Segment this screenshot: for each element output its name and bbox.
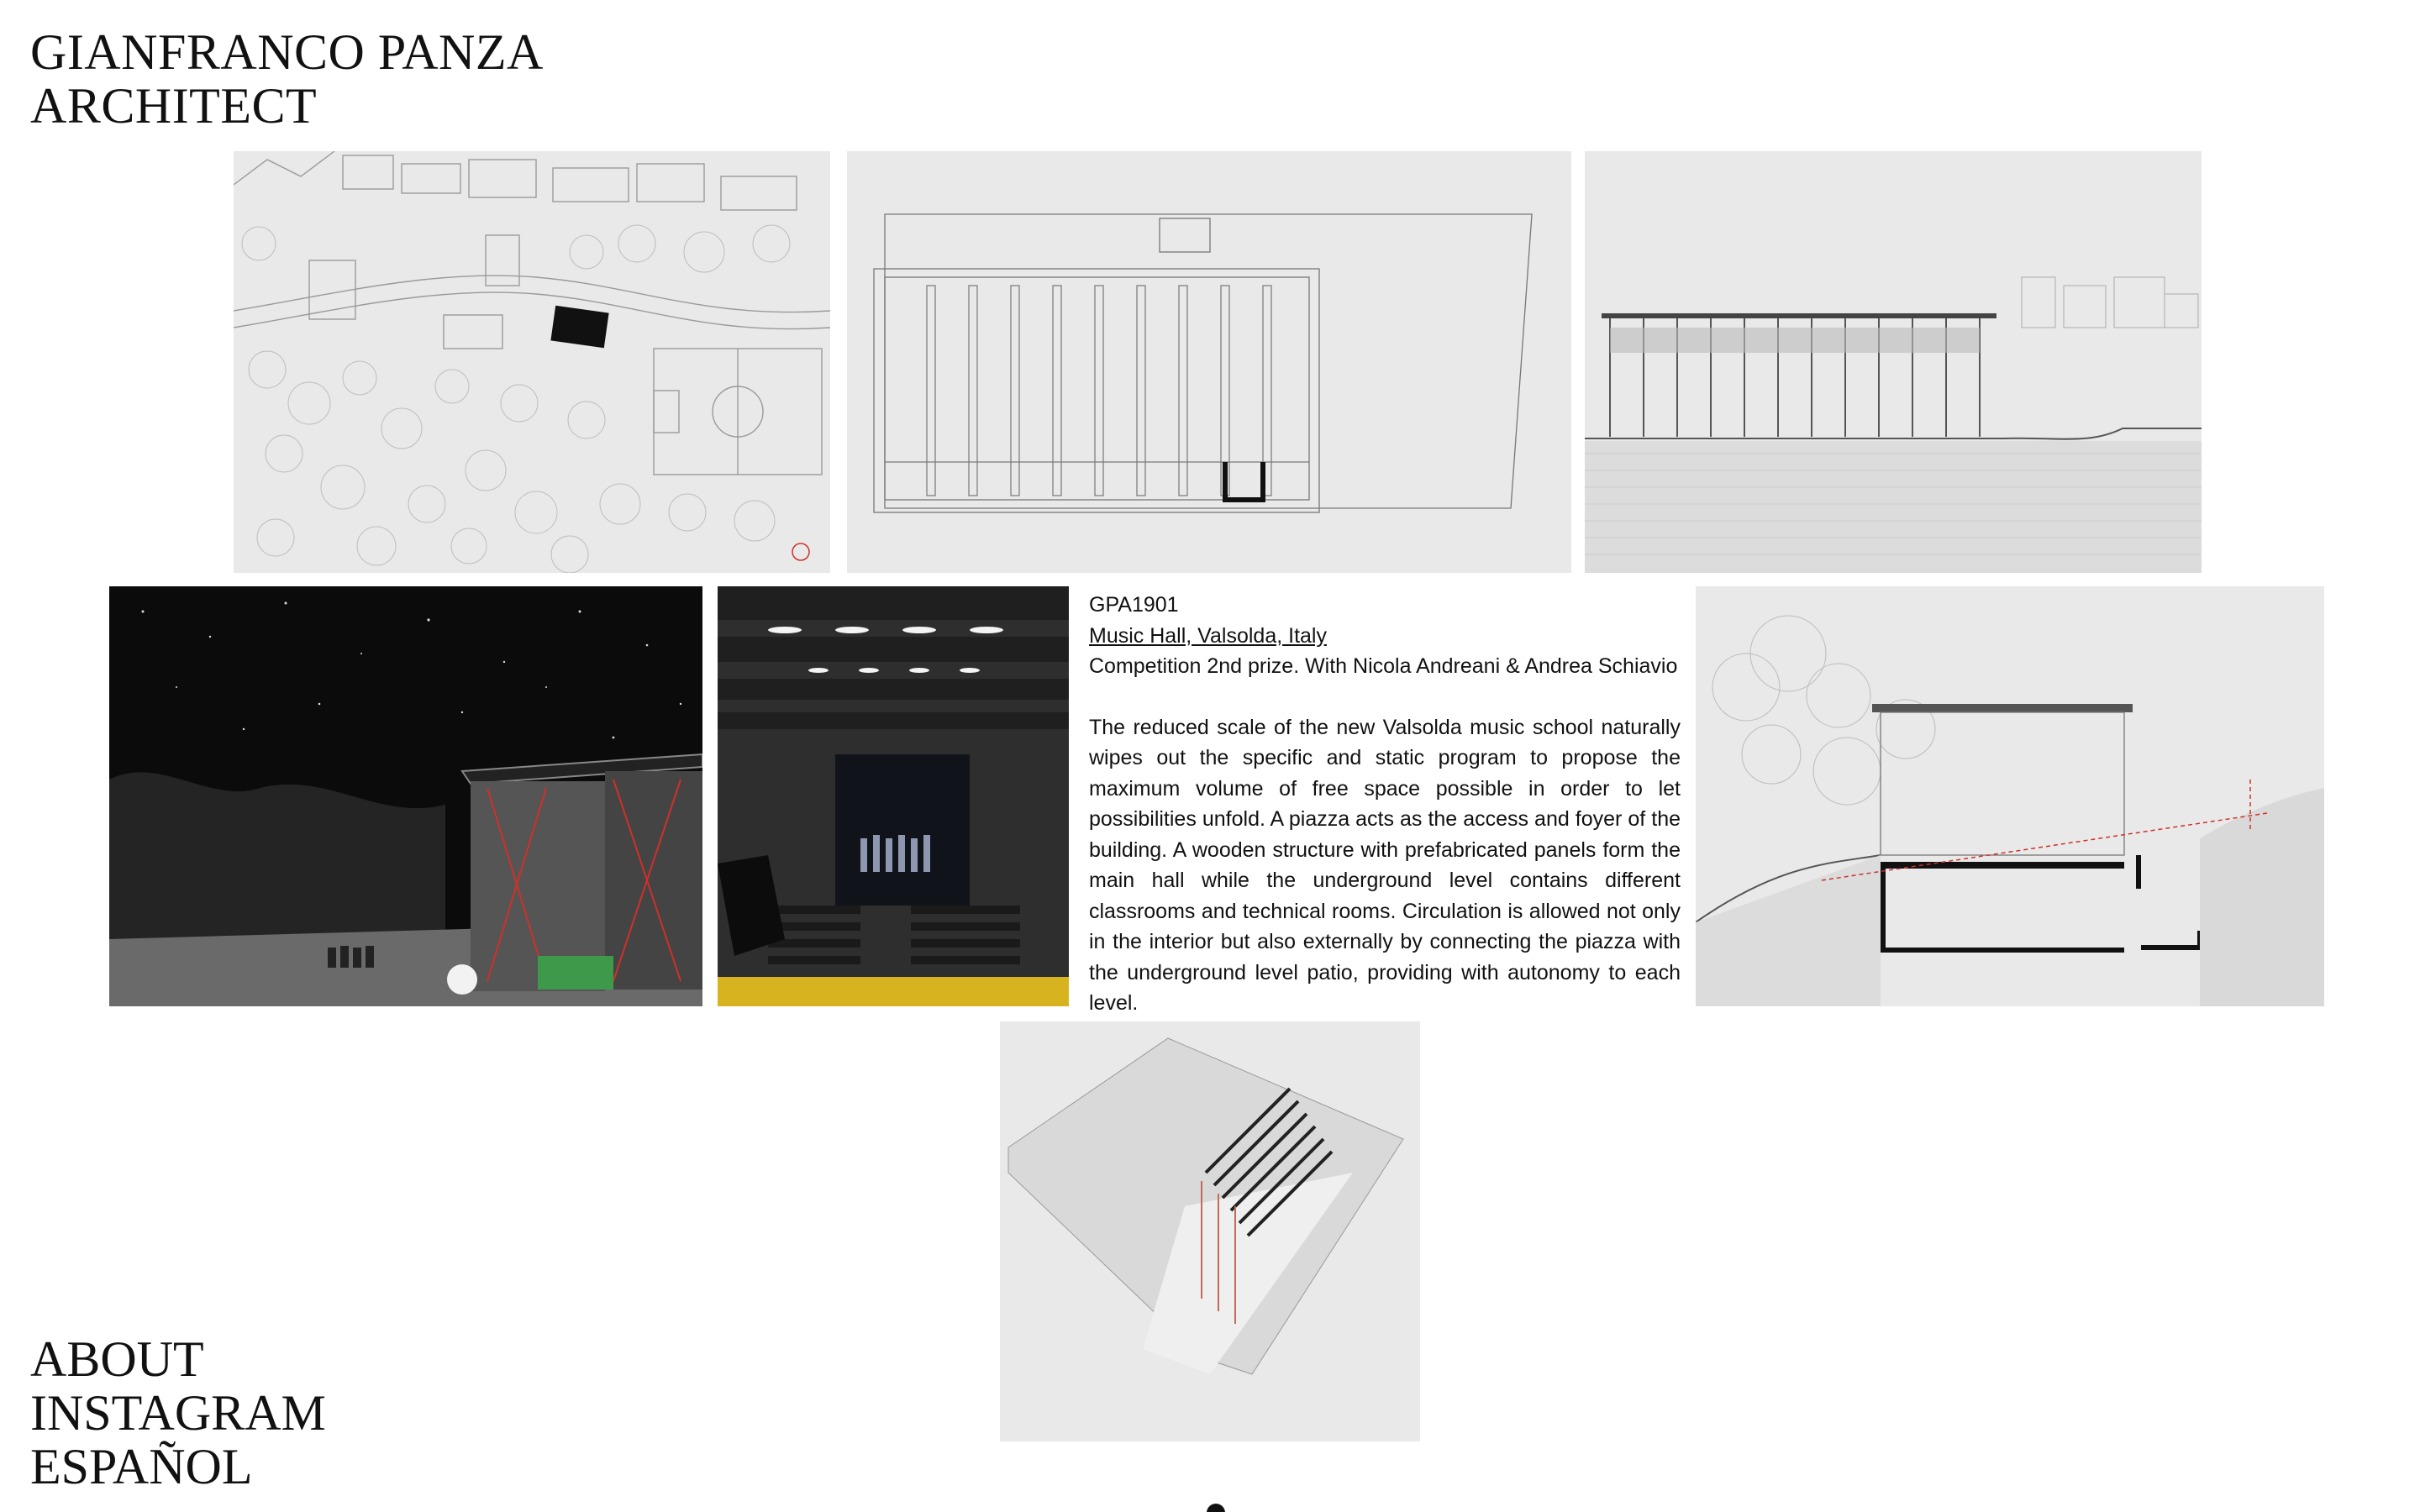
main-nav bbox=[30, 1332, 326, 1494]
project-credit: Competition 2nd prize. With Nicola Andreani & Andrea Schiavio bbox=[1089, 654, 1678, 678]
nav-instagram[interactable]: INSTAGRAM bbox=[30, 1385, 326, 1441]
elevation-drawing-image[interactable] bbox=[1585, 151, 2202, 573]
site-title[interactable] bbox=[30, 25, 544, 133]
project-info bbox=[1089, 590, 1681, 1019]
site-title-line2: ARCHITECT bbox=[30, 78, 318, 134]
interior-hall-render-image[interactable] bbox=[718, 586, 1069, 1006]
site-title-line1: GIANFRANCO PANZA bbox=[30, 24, 544, 80]
project-description: The reduced scale of the new Valsolda music school naturally wipes out the specific and static program to propose the maximum volume of free space possible in order to let possibilities unfold. A piazza acts as the access and foyer of the building. A wooden structure with prefabricated panels form the main hall while the underground level contains different classrooms and technical rooms. Circulation is allowed not only in the interior but also externally by connecting the piazza with the underground level patio, providing with autonomy to each level. bbox=[1089, 715, 1681, 1015]
section-drawing-image[interactable] bbox=[1696, 586, 2324, 1006]
scroll-indicator bbox=[1207, 1504, 1225, 1512]
project-code: GPA1901 bbox=[1089, 593, 1179, 617]
project-title-link[interactable]: Music Hall, Valsolda, Italy bbox=[1089, 623, 1327, 648]
site-plan-image[interactable] bbox=[234, 151, 830, 573]
axonometric-drawing-image[interactable] bbox=[1000, 1021, 1420, 1441]
floor-plan-image[interactable] bbox=[847, 151, 1571, 573]
nav-about[interactable]: ABOUT bbox=[30, 1331, 204, 1387]
exterior-night-render-image[interactable] bbox=[109, 586, 702, 1006]
nav-espanol[interactable]: ESPAÑOL bbox=[30, 1439, 253, 1494]
